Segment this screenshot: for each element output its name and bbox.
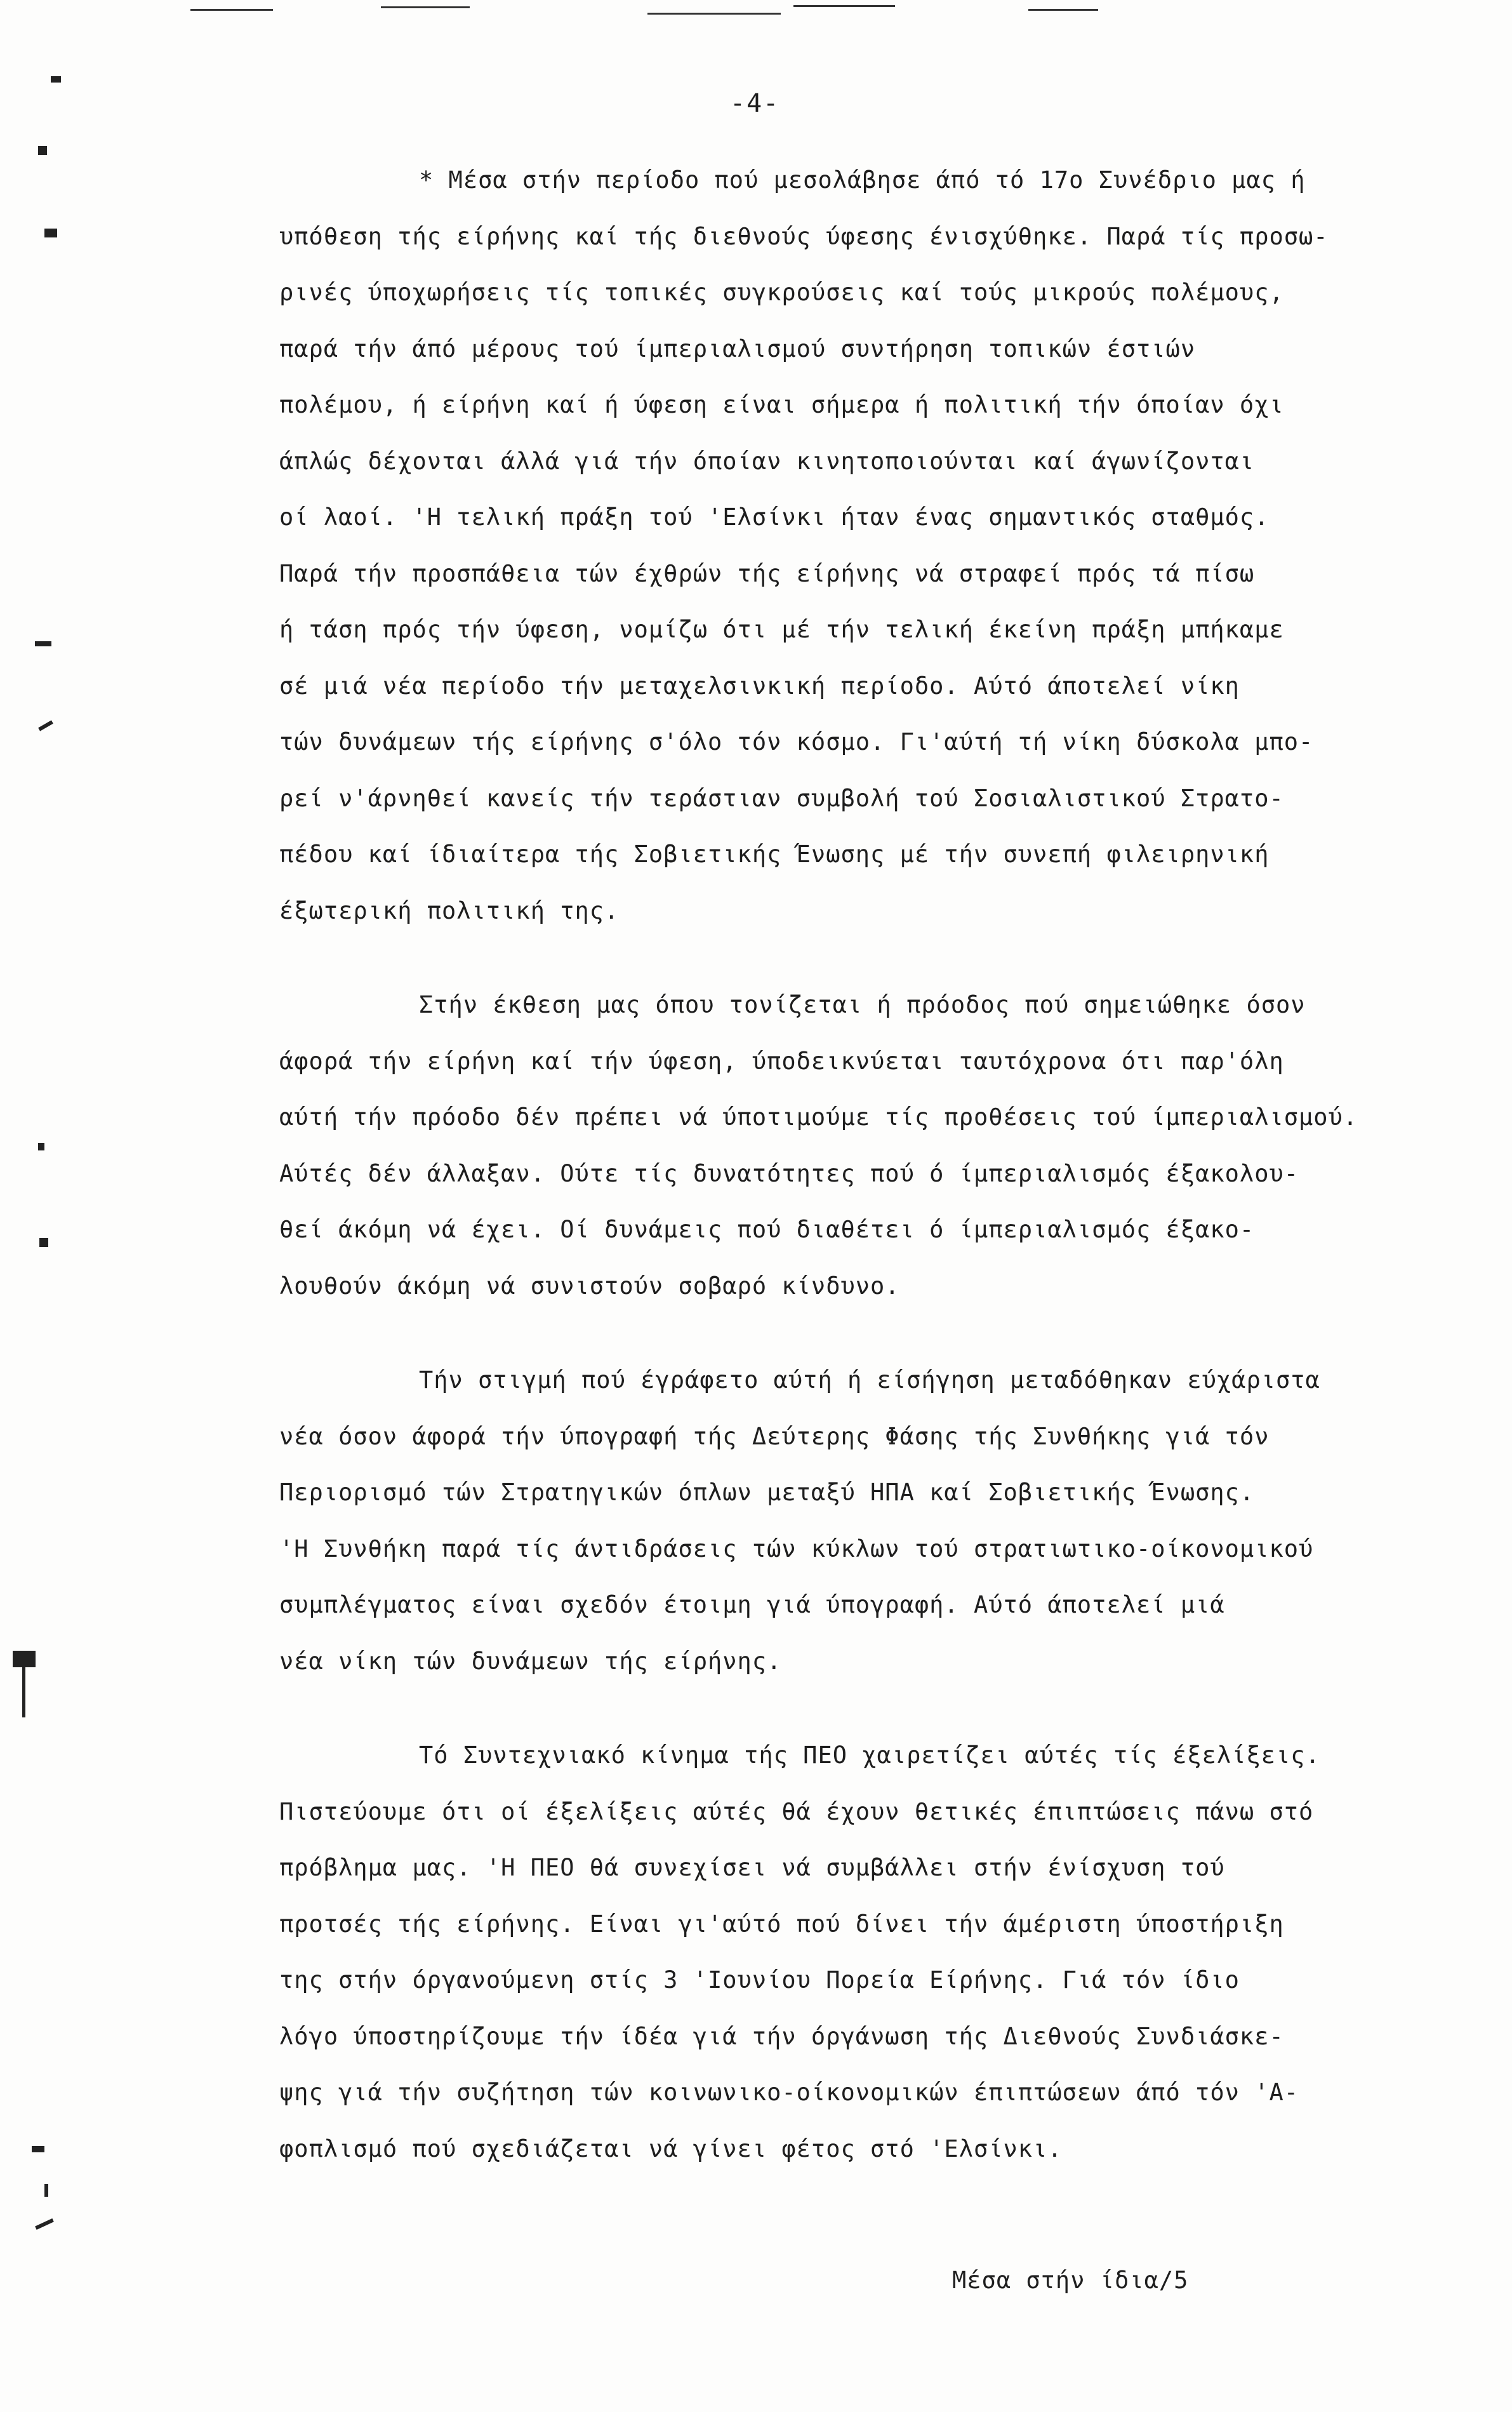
text-line: Περιορισμό τών Στρατηγικών όπλων μεταξύ ΗΠΑ καί Σοβιετικής Ένωσης.	[279, 1479, 1255, 1506]
text-line: 'Η Συνθήκη παρά τίς άντιδράσεις τών κύκλων τού στρατιωτικο-οίκονομικού	[279, 1535, 1314, 1562]
paragraph-peo-support	[279, 1728, 1435, 2177]
scan-artifact-mark	[32, 2146, 44, 2152]
scan-artifact-mark	[35, 2218, 54, 2230]
scan-artifact-top-rule	[381, 6, 470, 8]
text-line: Αύτές δέν άλλαξαν. Ούτε τίς δυνατότητες πού ό ίμπεριαλισμός έξακολου-	[279, 1159, 1299, 1187]
paragraph-peace-detente	[279, 152, 1435, 939]
text-line: αύτή τήν πρόοδο δέν πρέπει νά ύποτιμούμε τίς προθέσεις τού ίμπεριαλισμού.	[279, 1103, 1358, 1131]
text-line: παρά τήν άπό μέρους τού ίμπεριαλισμού συντήρηση τοπικών έστιών	[279, 335, 1196, 363]
scan-artifact-mark	[44, 229, 57, 237]
text-line: * Μέσα στήν περίοδο πού μεσολάβησε άπό τό 17ο Συνέδριο μας ή	[419, 166, 1306, 194]
text-line: Τό Συντεχνιακό κίνημα τής ΠΕΟ χαιρετίζει αύτές τίς έξελίξεις.	[419, 1742, 1320, 1769]
scan-artifact-top-rule	[647, 13, 781, 15]
text-line: λόγο ύποστηρίζουμε τήν ίδέα γιά τήν όργάνωση τής Διεθνούς Συνδιάσκε-	[279, 2022, 1284, 2050]
text-line: φοπλισμό πού σχεδιάζεται νά γίνει φέτος στό 'Ελσίνκι.	[279, 2135, 1063, 2162]
text-line: ψης γιά τήν συζήτηση τών κοινωνικο-οίκονομικών έπιπτώσεων άπό τόν 'Α-	[279, 2079, 1299, 2106]
text-line: Παρά τήν προσπάθεια τών έχθρών τής είρήνης νά στραφεί πρός τά πίσω	[279, 559, 1255, 587]
scan-artifact-mark	[39, 1238, 48, 1247]
scan-artifact-top-rule	[1028, 9, 1098, 11]
text-line: σέ μιά νέα περίοδο τήν μεταχελσινκική περίοδο. Αύτό άποτελεί νίκη	[279, 672, 1240, 700]
text-line: της στήν όργανούμενη στίς 3 'Ιουνίου Πορεία Είρήνης. Γιά τόν ίδιο	[279, 1966, 1240, 1994]
text-line: άπλώς δέχονται άλλά γιά τήν όποίαν κινητοποιούνται καί άγωνίζονται	[279, 447, 1255, 475]
text-line: οί λαοί. 'Η τελική πράξη τού 'Ελσίνκι ήταν ένας σημαντικός σταθμός.	[279, 503, 1270, 531]
text-line: νέα όσον άφορά τήν ύπογραφή τής Δεύτερης Φάσης τής Συνθήκης γιά τόν	[279, 1422, 1270, 1450]
text-line: ρινές ύποχωρήσεις τίς τοπικές συγκρούσεις καί τούς μικρούς πολέμους,	[279, 279, 1284, 306]
text-line: Πιστεύουμε ότι οί έξελίξεις αύτές θά έχουν θετικές έπιπτώσεις πάνω στό	[279, 1797, 1314, 1825]
scan-artifact-mark	[44, 2184, 48, 2197]
text-line: πέδου καί ίδιαίτερα τής Σοβιετικής Ένωσης μέ τήν συνεπή φιλειρηνική	[279, 841, 1270, 868]
scan-artifact-top-rule	[793, 5, 895, 7]
scan-artifact-mark	[38, 720, 53, 731]
text-line: ρεί ν'άρνηθεί κανείς τήν τεράστιαν συμβολή τού Σοσιαλιστικού Στρατο-	[279, 784, 1284, 812]
body-text	[279, 152, 1435, 2215]
text-line: λουθούν άκόμη νά συνιστούν σοβαρό κίνδυνο.	[279, 1272, 900, 1300]
text-line: θεί άκόμη νά έχει. Οί δυνάμεις πού διαθέτει ό ίμπεριαλισμός έξακο-	[279, 1216, 1255, 1243]
text-line: Στήν έκθεση μας όπου τονίζεται ή πρόοδος πού σημειώθηκε όσον	[419, 991, 1306, 1018]
scan-artifact-top-rule	[190, 9, 273, 11]
paragraph-imperialism-warning	[279, 977, 1435, 1314]
page-number: -4-	[730, 89, 780, 118]
paragraph-salt-treaty	[279, 1352, 1435, 1689]
text-line: έξωτερική πολιτική της.	[279, 896, 620, 924]
scan-artifact-mark	[22, 1667, 25, 1717]
scan-artifact-mark	[13, 1651, 36, 1667]
text-line: ή τάση πρός τήν ύφεση, νομίζω ότι μέ τήν τελική έκείνη πράξη μπήκαμε	[279, 616, 1284, 643]
text-line: συμπλέγματος είναι σχεδόν έτοιμη γιά ύπογραφή. Αύτό άποτελεί μιά	[279, 1591, 1225, 1618]
text-line: τών δυνάμεων τής είρήνης σ'όλο τόν κόσμο. Γι'αύτή τή νίκη δύσκολα μπο-	[279, 728, 1314, 756]
text-line: προτσές τής είρήνης. Είναι γι'αύτό πού δίνει τήν άμέριστη ύποστήριξη	[279, 1910, 1284, 1938]
text-line: νέα νίκη τών δυνάμεων τής είρήνης.	[279, 1647, 782, 1675]
text-line: άφορά τήν είρήνη καί τήν ύφεση, ύποδεικνύεται ταυτόχρονα ότι παρ'όλη	[279, 1047, 1284, 1075]
scan-artifact-mark	[38, 146, 47, 155]
text-line: Τήν στιγμή πού έγράφετο αύτή ή είσήγηση μεταδόθηκαν εύχάριστα	[419, 1366, 1320, 1394]
scan-artifact-mark	[35, 641, 51, 646]
scan-artifact-mark	[51, 76, 61, 83]
text-line: πολέμου, ή είρήνη καί ή ύφεση είναι σήμερα ή πολιτική τήν όποίαν όχι	[279, 391, 1284, 418]
scan-artifact-mark	[38, 1143, 44, 1150]
text-line: υπόθεση τής είρήνης καί τής διεθνούς ύφεσης ένισχύθηκε. Παρά τίς προσω-	[279, 222, 1329, 250]
text-line: πρόβλημα μας. 'Η ΠΕΟ θά συνεχίσει νά συμβάλλει στήν ένίσχυση τού	[279, 1854, 1225, 1881]
continuation-note: Μέσα στήν ίδια/5	[952, 2267, 1189, 2294]
